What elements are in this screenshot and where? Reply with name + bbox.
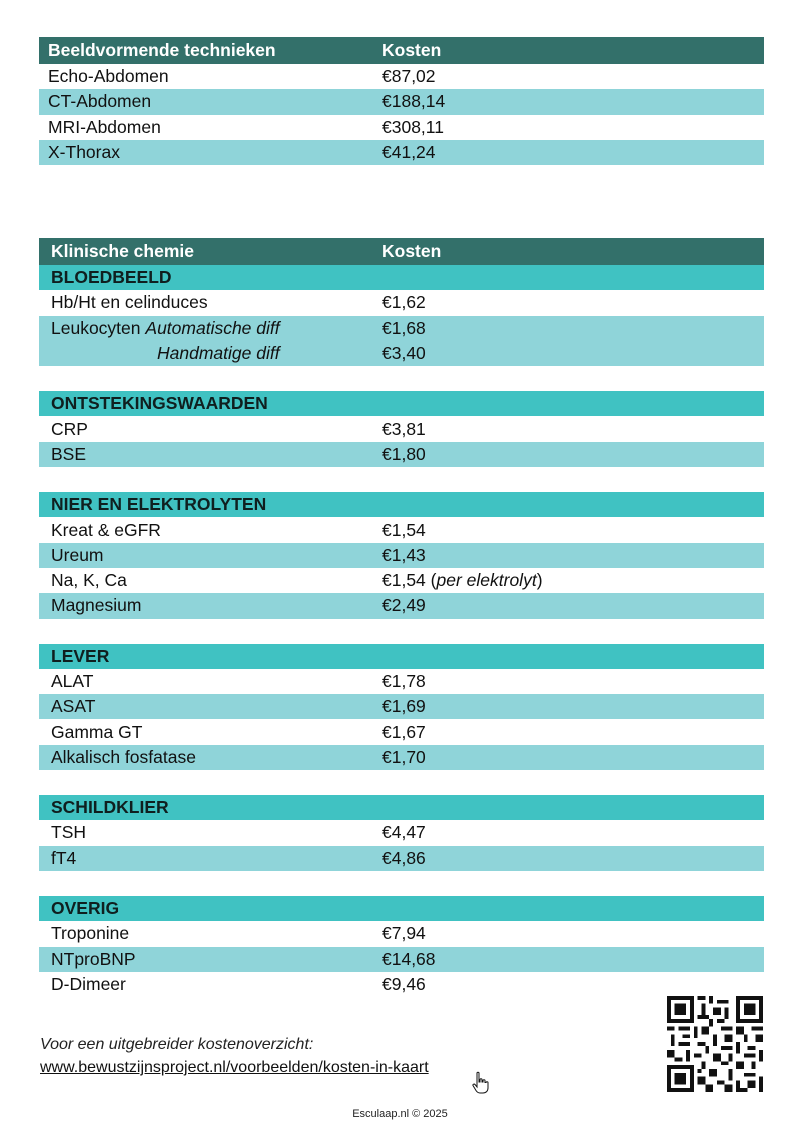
test-name: CRP	[51, 418, 88, 439]
test-name: BSE	[51, 443, 87, 464]
test-name: ALAT	[51, 671, 94, 691]
table-row	[39, 694, 764, 719]
test-name: D-Dimeer	[51, 973, 126, 994]
chemistry-header-col2: Kosten	[382, 241, 442, 261]
cost-overview-link[interactable]: www.bewustzijnsproject.nl/voorbeelden/kosten-in-kaart	[40, 1059, 429, 1076]
qr-code-icon	[666, 996, 764, 1092]
test-name: Gamma GT	[51, 721, 143, 742]
test-cost: €7,94	[382, 923, 426, 944]
table-row	[39, 846, 764, 871]
cost-note: per elektrolyt	[436, 570, 537, 591]
table-row	[39, 719, 764, 744]
test-cost: €41,24	[382, 142, 436, 163]
hand-pointer-icon	[471, 1071, 489, 1095]
test-cost: €4,47	[382, 822, 426, 843]
table-row	[39, 89, 764, 114]
table-row	[39, 947, 764, 972]
table-row	[39, 341, 764, 366]
section-title: BLOEDBEELD	[51, 267, 172, 288]
test-cost: €3,81	[382, 418, 426, 439]
test-name: Hb/Ht en celinduces	[51, 292, 208, 313]
table-row	[39, 568, 764, 593]
section-header-ontsteking	[39, 391, 764, 416]
test-cost: €1,43	[382, 544, 426, 565]
test-name: Troponine	[51, 923, 130, 944]
test-cost: €3,40	[382, 343, 426, 364]
test-name: Alkalisch fosfatase	[51, 746, 196, 767]
imaging-table	[39, 37, 764, 165]
section-spacer	[39, 871, 764, 896]
table-row	[39, 543, 764, 568]
test-cost-group: €1,54 (per elektrolyt)	[382, 570, 543, 591]
section-header-schildklier	[39, 795, 764, 820]
table-row	[39, 517, 764, 542]
test-cost: €1,54	[382, 519, 426, 540]
section-spacer	[39, 366, 764, 391]
test-name: Leukocyten	[51, 317, 141, 338]
chemistry-table	[39, 238, 764, 997]
imaging-header-col2: Kosten	[382, 40, 442, 60]
table-row	[39, 745, 764, 770]
test-name: MRI-Abdomen	[48, 116, 161, 137]
test-name: X-Thorax	[48, 142, 120, 163]
section-header-nier	[39, 492, 764, 517]
imaging-table-header	[39, 37, 764, 64]
test-cost: €1,70	[382, 746, 426, 767]
section-spacer	[39, 619, 764, 644]
table-row	[39, 290, 764, 315]
test-name: NTproBNP	[51, 948, 136, 969]
test-name: Na, K, Ca	[51, 570, 127, 591]
test-cost: €1,62	[382, 292, 426, 313]
copyright: Esculaap.nl © 2025	[352, 1108, 448, 1120]
section-title: OVERIG	[51, 898, 120, 919]
test-cost: €4,86	[382, 847, 426, 868]
test-cost: €1,54	[382, 570, 426, 591]
imaging-header-col1: Beeldvormende technieken	[48, 40, 276, 60]
test-cost: €1,80	[382, 443, 426, 464]
table-row	[39, 416, 764, 441]
section-header-bloedbeeld	[39, 265, 764, 290]
table-row	[39, 64, 764, 89]
section-title: SCHILDKLIER	[51, 797, 169, 818]
table-row	[39, 115, 764, 140]
table-row	[39, 972, 764, 997]
test-cost: €308,11	[382, 116, 444, 137]
test-cost: €1,67	[382, 721, 426, 742]
test-name: ASAT	[51, 696, 96, 717]
test-subtype: Handmatige diff	[157, 342, 280, 363]
section-title: ONTSTEKINGSWAARDEN	[51, 393, 268, 414]
test-cost: €1,68	[382, 317, 426, 338]
test-cost: €87,02	[382, 66, 436, 87]
test-name: Echo-Abdomen	[48, 66, 169, 87]
test-cost: €14,68	[382, 948, 436, 969]
test-name: fT4	[51, 847, 77, 868]
section-header-lever	[39, 644, 764, 669]
section-spacer	[39, 467, 764, 492]
test-cost: €9,46	[382, 973, 426, 994]
test-cost: €1,69	[382, 696, 426, 717]
test-name: Kreat & eGFR	[51, 519, 161, 540]
test-name-group	[39, 318, 382, 339]
test-name: TSH	[51, 822, 86, 843]
section-title: LEVER	[51, 645, 110, 666]
test-name: CT-Abdomen	[48, 91, 152, 112]
test-cost: €188,14	[382, 91, 446, 112]
table-row	[39, 140, 764, 165]
test-name: Magnesium	[51, 595, 142, 616]
section-title: NIER EN ELEKTROLYTEN	[51, 494, 267, 515]
test-name: Ureum	[51, 544, 104, 565]
table-row	[39, 593, 764, 618]
footer-note: Voor een uitgebreider kostenoverzicht:	[40, 1036, 314, 1053]
table-row	[39, 669, 764, 694]
section-spacer	[39, 770, 764, 795]
table-row	[39, 921, 764, 946]
table-row	[39, 820, 764, 845]
chemistry-table-header	[39, 238, 764, 265]
test-subtype: Automatische diff	[145, 317, 280, 338]
test-cost: €1,78	[382, 671, 426, 691]
chemistry-header-col1: Klinische chemie	[51, 241, 194, 261]
test-cost: €2,49	[382, 595, 426, 616]
table-row	[39, 316, 764, 341]
section-header-overig	[39, 896, 764, 921]
table-row	[39, 442, 764, 467]
